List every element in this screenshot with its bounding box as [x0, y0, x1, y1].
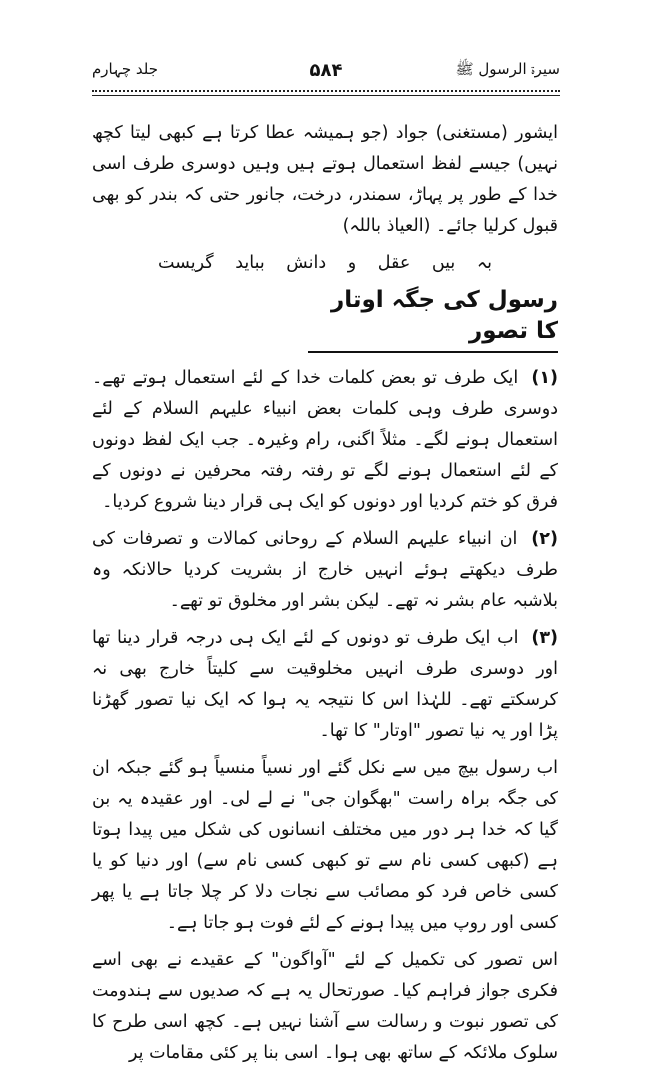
header-solid-rule [92, 95, 560, 96]
point-1 [92, 363, 558, 518]
volume-label: جلد چہارم [92, 60, 159, 78]
point-3 [92, 623, 558, 747]
paragraph-3: اس تصور کی تکمیل کے لئے "آواگون" کے عقیدے نے بھی اسے فکری جواز فراہم کیا۔ صورتحال یہ ہے کہ صدیوں سے ہندومت کی تصور نبوت و رسالت سے آشنا نہیں ہے۔ کچھ اسی طرح کا سلوک ملائکہ کے ساتھ بھی ہوا۔ اسی بنا پر کئی مقامات پر [92, 950, 558, 1063]
point-number: (۱) [531, 368, 558, 388]
point-number: (۳) [531, 628, 558, 648]
point-2 [92, 524, 558, 617]
point-number: (۲) [531, 529, 558, 549]
intro-paragraph: ایشور (مستغنی) جواد (جو ہمیشہ عطا کرتا ہے کبھی لیتا کچھ نہیں) جیسے لفظ استعمال ہوتے ہیں وہیں دوسری طرف اسی خدا کے طور پر پہاڑ، سمندر، درخت، جانور حتی کہ بندر کو بھی قبول کرلیا جائے۔ (العیاذ باللہ) [92, 123, 558, 236]
running-header [92, 52, 560, 92]
book-title: سیرۃ الرسول ﷺ [455, 60, 560, 78]
page-body [92, 118, 558, 1075]
point-text: ان انبیاء علیہم السلام کے روحانی کمالات و تصرفات کی طرف دیکھتے ہوئے انہیں خارج از بشریت کردیا حالانکہ وہ بلاشبہ عام بشر نہ تھے۔ لیکن بشر اور مخلوق تو تھے۔ [92, 529, 558, 611]
point-text: ایک طرف تو بعض کلمات خدا کے لئے استعمال ہوتے تھے۔ دوسری طرف وہی کلمات بعض انبیاء علیہم السلام کے لئے استعمال ہونے لگے۔ مثلاً اگنی، رام وغیرہ۔ جب ایک لفظ دونوں کے لئے استعمال ہونے لگے تو رفتہ رفتہ محرفین نے دونوں کے فرق کو ختم کردیا اور دونوں کو ایک ہی قرار دینا شروع کردیا۔ [92, 368, 558, 512]
page-number: ۵۸۴ [309, 60, 343, 81]
section-heading: رسول کی جگہ اوتار کا تصور [308, 285, 558, 353]
point-text: اب ایک طرف تو دونوں کے لئے ایک ہی درجہ قرار دینا تھا اور دوسری طرف انہیں مخلوقیت سے کلیتاً خارج بھی نہ کرسکتے تھے۔ للہٰذا اس کا نتیجہ یہ ہوا کہ ایک نیا تصور گھڑنا پڑا اور یہ نیا تصور "اوتار" کا تھا۔ [92, 628, 558, 741]
header-dotted-rule [92, 90, 560, 92]
verse-line: بہ بیں عقل و دانش بباید گریست [157, 253, 492, 273]
paragraph-2: اب رسول بیچ میں سے نکل گئے اور نسیاً منسیاً ہو گئے جبکہ ان کی جگہ براہ راست "بھگوان جی" نے لے لی۔ اور عقیدہ یہ بن گیا کہ خدا ہر دور میں مختلف انسانوں کی شکل میں پیدا ہوتا ہے (کبھی کسی نام سے تو کبھی کسی نام سے) اور دنیا کو یا کسی خاص فرد کو مصائب سے نجات دلا کر چلا جاتا ہے یا پھر کسی اور روپ میں پیدا ہونے کے لئے فوت ہو جاتا ہے۔ [92, 758, 558, 933]
